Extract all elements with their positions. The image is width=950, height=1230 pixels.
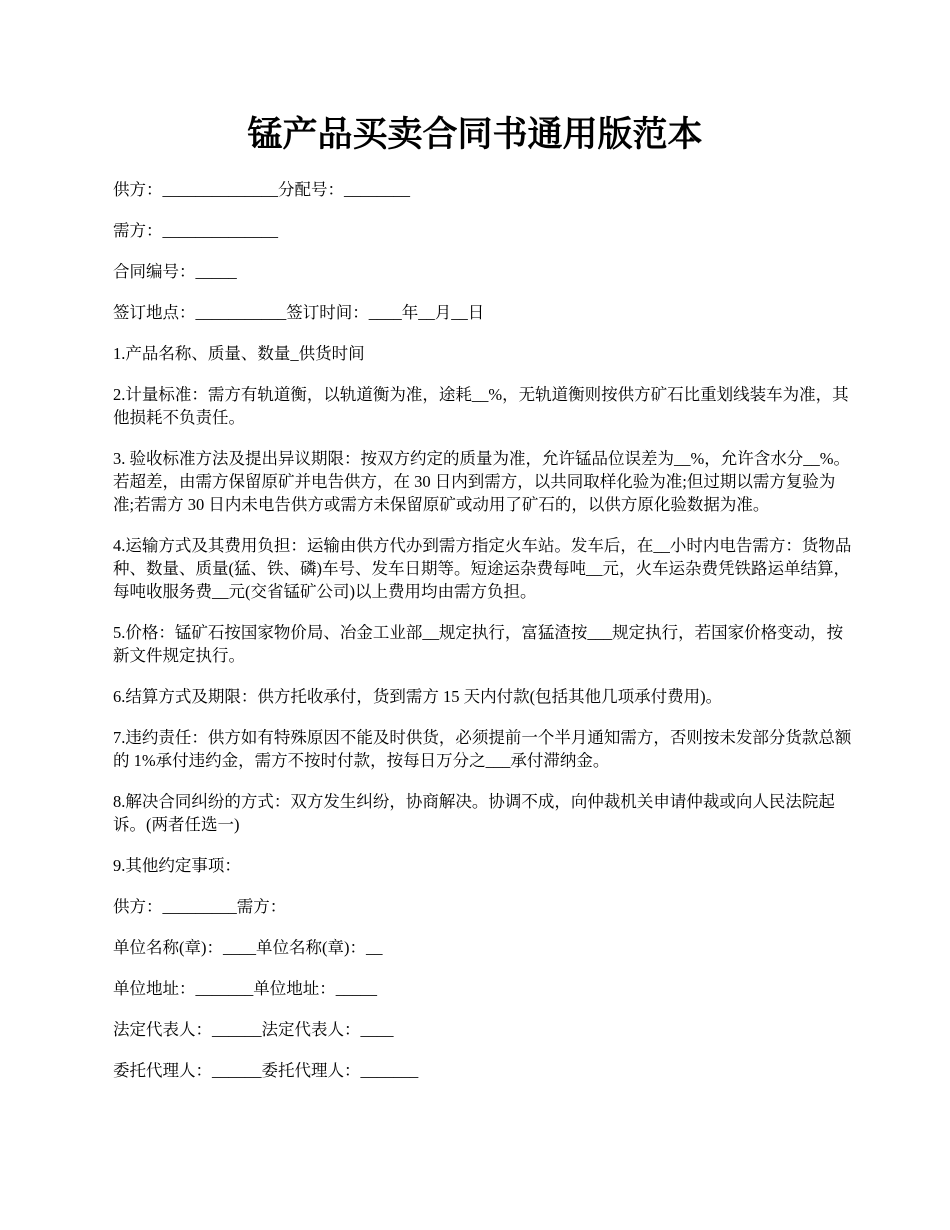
document-body <box>113 178 853 1100</box>
unit-address-line: 单位地址：_______单位地址：_____ <box>113 979 377 998</box>
legal-representative-line: 法定代表人：______法定代表人：____ <box>113 1020 394 1039</box>
clause-6-settlement: 6.结算方式及期限：供方托收承付，货到需方 15 天内付款(包括其他几项承付费用)。 <box>113 687 723 706</box>
clause-3-inspection: 3. 验收标准方法及提出异议期限：按双方约定的质量为准，允许锰品位误差为__%，允许含水分__%。若超差，由需方保留原矿并电告供方，在 30 日内到需方，以共同取样化验为准;但过期以需方复验为准;若需方 30 日内未电告供方或需方未保留原矿或动用了矿石的，以供方原化验数据为准。 <box>113 449 850 514</box>
contract-number-line: 合同编号：_____ <box>113 262 237 281</box>
clause-5-price: 5.价格：锰矿石按国家物价局、冶金工业部__规定执行，富猛渣按___规定执行，若国家价格变动，按新文件规定执行。 <box>113 623 844 665</box>
clause-1-product: 1.产品名称、质量、数量_供货时间 <box>113 344 365 363</box>
supplier-line: 供方：______________分配号：________ <box>113 180 410 199</box>
clause-4-transport: 4.运输方式及其费用负担：运输由供方代办到需方指定火车站。发车后，在__小时内电告需方：货物品种、数量、质量(猛、铁、磷)车号、发车日期等。短途运杂费每吨__元，火车运杂费凭铁路运单结算，每吨收服务费__元(交省锰矿公司)以上费用均由需方负担。 <box>113 536 852 601</box>
signing-place-time-line: 签订地点：___________签订时间：____年__月__日 <box>113 303 485 322</box>
clause-7-liability: 7.违约责任：供方如有特殊原因不能及时供货，必须提前一个半月通知需方，否则按未发部分货款总额的 1%承付违约金，需方不按时付款，按每日万分之___承付滞纳金。 <box>113 728 852 770</box>
document-title: 锰产品买卖合同书通用版范本 <box>247 114 703 155</box>
clause-2-measurement: 2.计量标准：需方有轨道衡，以轨道衡为准，途耗__%，无轨道衡则按供方矿石比重划线装车为准，其他损耗不负责任。 <box>113 385 849 427</box>
clause-9-other: 9.其他约定事项： <box>113 856 241 875</box>
clause-8-disputes: 8.解决合同纠纷的方式：双方发生纠纷，协商解决。协调不成，向仲裁机关申请仲裁或向人民法院起诉。(两者任选一) <box>113 792 835 834</box>
signature-parties-line: 供方：_________需方： <box>113 897 287 916</box>
buyer-line: 需方：______________ <box>113 221 278 240</box>
unit-name-line: 单位名称(章)：____单位名称(章)：__ <box>113 938 383 957</box>
authorized-agent-line: 委托代理人：______委托代理人：_______ <box>113 1061 419 1080</box>
